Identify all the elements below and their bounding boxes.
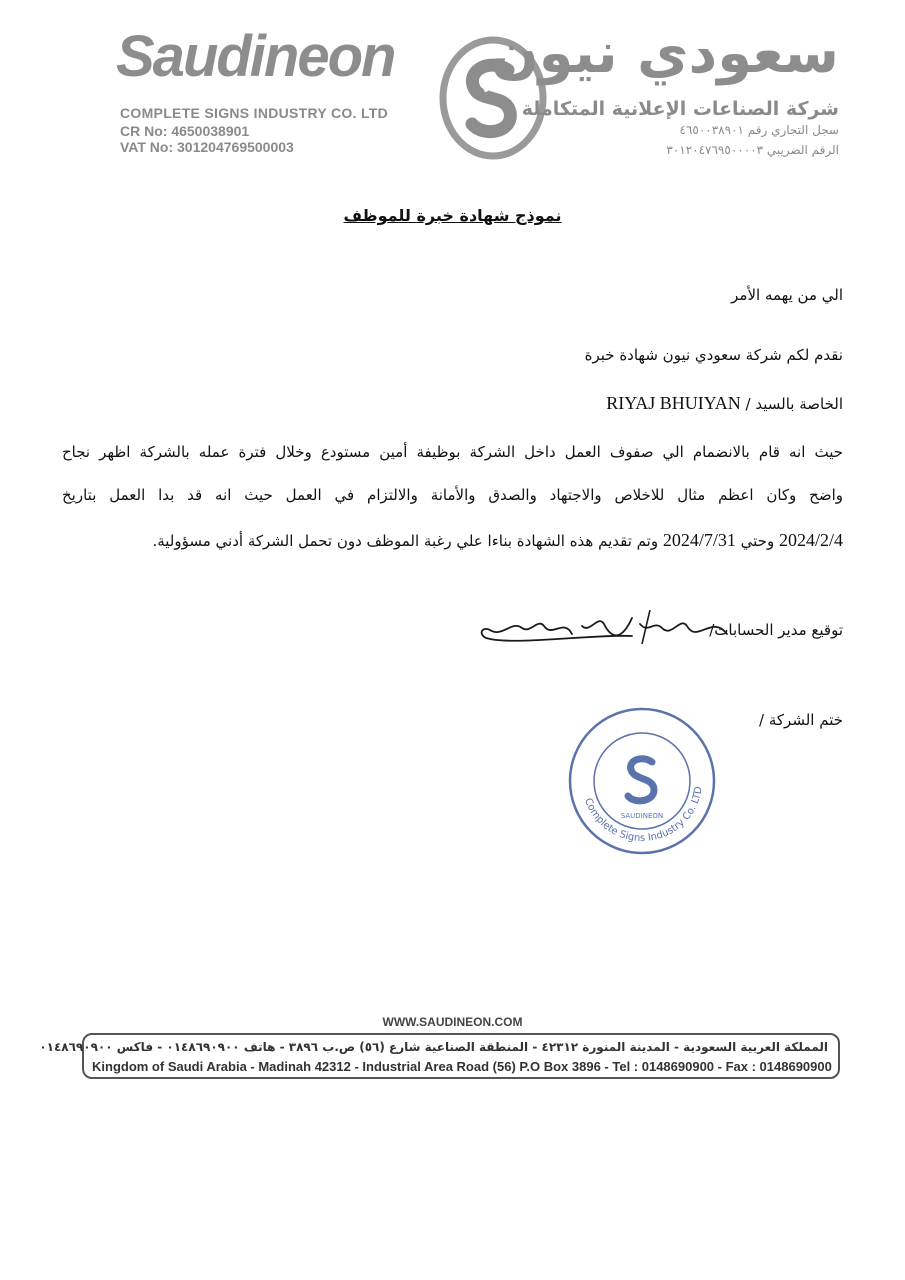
brand-name-arabic: سعودي نيون — [490, 21, 839, 86]
paragraph-line-3 — [62, 530, 843, 551]
brand-name-english: Saudineon — [116, 24, 395, 89]
start-date: 2024/2/4 — [778, 530, 843, 550]
intro-line: نقدم لكم شركة سعودي نيون شهادة خبرة — [584, 346, 843, 364]
until-word: وحتي — [740, 532, 775, 550]
svg-text:Complete Signs Industry Co. LT: Complete Signs Industry Co. LTD — [582, 785, 705, 845]
name-prefix: الخاصة بالسيد / — [745, 395, 843, 413]
paragraph-line-1: حيث انه قام بالانضمام الي صفوف العمل داخل الشركة بوظيفة أمين مستودع وخلال فترة عمله بالشركة اظهر نجاح — [62, 443, 843, 461]
address-arabic: المملكة العربية السعودية - المدينة المنورة ٤٢٣١٢ - المنطقة الصناعية شارع (٥٦) ص.ب ٣٨٩٦ - هاتف ٠١٤٨٦٩٠٩٠٠ - فاكس ٠١٤٨٦٩٠٩٠٠ — [39, 1040, 828, 1054]
company-stamp — [562, 706, 722, 856]
address-box — [39, 1033, 840, 1079]
greeting-line: الي من يهمه الأمر — [731, 286, 843, 304]
company-name-english: COMPLETE SIGNS INDUSTRY CO. LTD — [120, 105, 389, 121]
handwritten-signature — [472, 604, 732, 650]
signature-label: توقيع مدير الحسابات/ — [709, 621, 843, 639]
end-date: 2024/7/31 — [662, 530, 736, 550]
vat-number-english: VAT No: 301204769500003 — [120, 139, 294, 155]
employee-name: RIYAJ BHUIYAN — [606, 393, 741, 413]
paragraph-line-2: واضح وكان اعظم مثال للاخلاص والاجتهاد والصدق والأمانة والالتزام في العمل حيث انه قد بدا العمل بتاريخ — [62, 486, 843, 504]
cr-number-arabic: سجل التجاري رقم ٤٦٥٠٠٣٨٩٠١ — [679, 123, 839, 137]
address-english: Kingdom of Saudi Arabia - Madinah 42312 - Industrial Area Road (56) P.O Box 3896 - Tel : 0148690900 - Fax : 0148690900 — [92, 1059, 832, 1074]
company-name-arabic: شركة الصناعات الإعلانية المتكاملة — [521, 98, 839, 120]
document-title: نموذج شهادة خبرة للموظف — [343, 206, 562, 225]
svg-text:SAUDINEON: SAUDINEON — [620, 812, 664, 820]
vat-number-arabic: الرقم الضريبي ٣٠١٢٠٤٧٦٩٥٠٠٠٠٣ — [666, 143, 839, 157]
company-website: WWW.SAUDINEON.COM — [382, 1015, 523, 1029]
employee-name-line — [606, 393, 843, 414]
cr-number-english: CR No: 4650038901 — [120, 123, 250, 139]
paragraph-line-3-rest: وتم تقديم هذه الشهادة بناءا علي رغبة الموظف دون تحمل الشركة أدني مسؤولية. — [152, 532, 659, 550]
stamp-label: ختم الشركة / — [759, 711, 843, 729]
